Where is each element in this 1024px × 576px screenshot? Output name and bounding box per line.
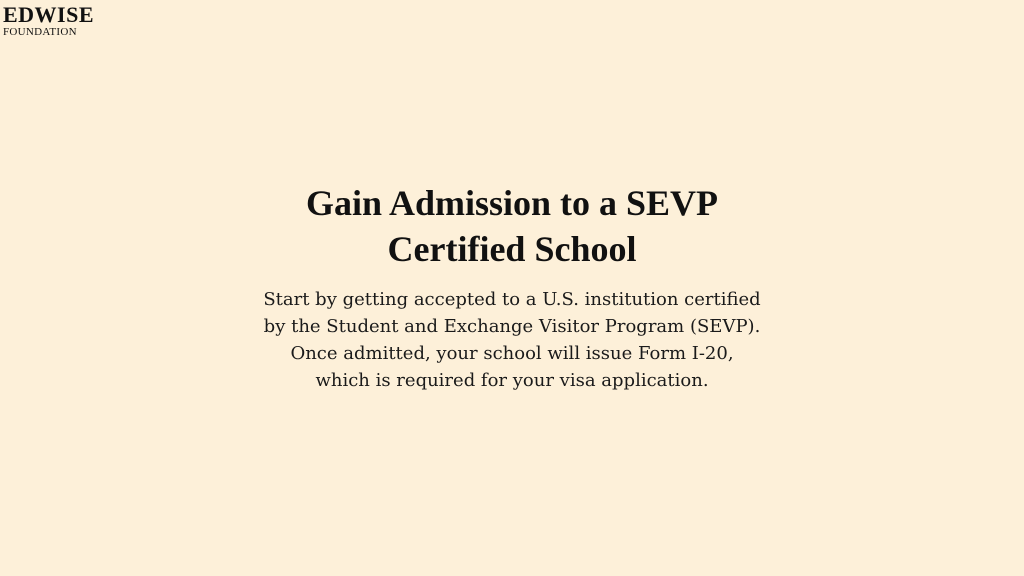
body-line: Once admitted, your school will issue Form I-20, bbox=[290, 343, 734, 364]
body-line: which is required for your visa application. bbox=[315, 370, 709, 391]
logo-subtitle: FOUNDATION bbox=[3, 26, 77, 38]
title-line: Certified School bbox=[387, 229, 637, 269]
slide-content bbox=[0, 180, 1024, 394]
body-line: by the Student and Exchange Visitor Program (SEVP). bbox=[263, 316, 761, 337]
body-line: Start by getting accepted to a U.S. institution certified bbox=[263, 289, 761, 310]
slide-body bbox=[212, 286, 812, 394]
brand-logo bbox=[3, 4, 94, 38]
slide-title bbox=[232, 180, 792, 272]
title-line: Gain Admission to a SEVP bbox=[305, 183, 719, 223]
logo-wordmark: EDWISE bbox=[3, 2, 95, 27]
